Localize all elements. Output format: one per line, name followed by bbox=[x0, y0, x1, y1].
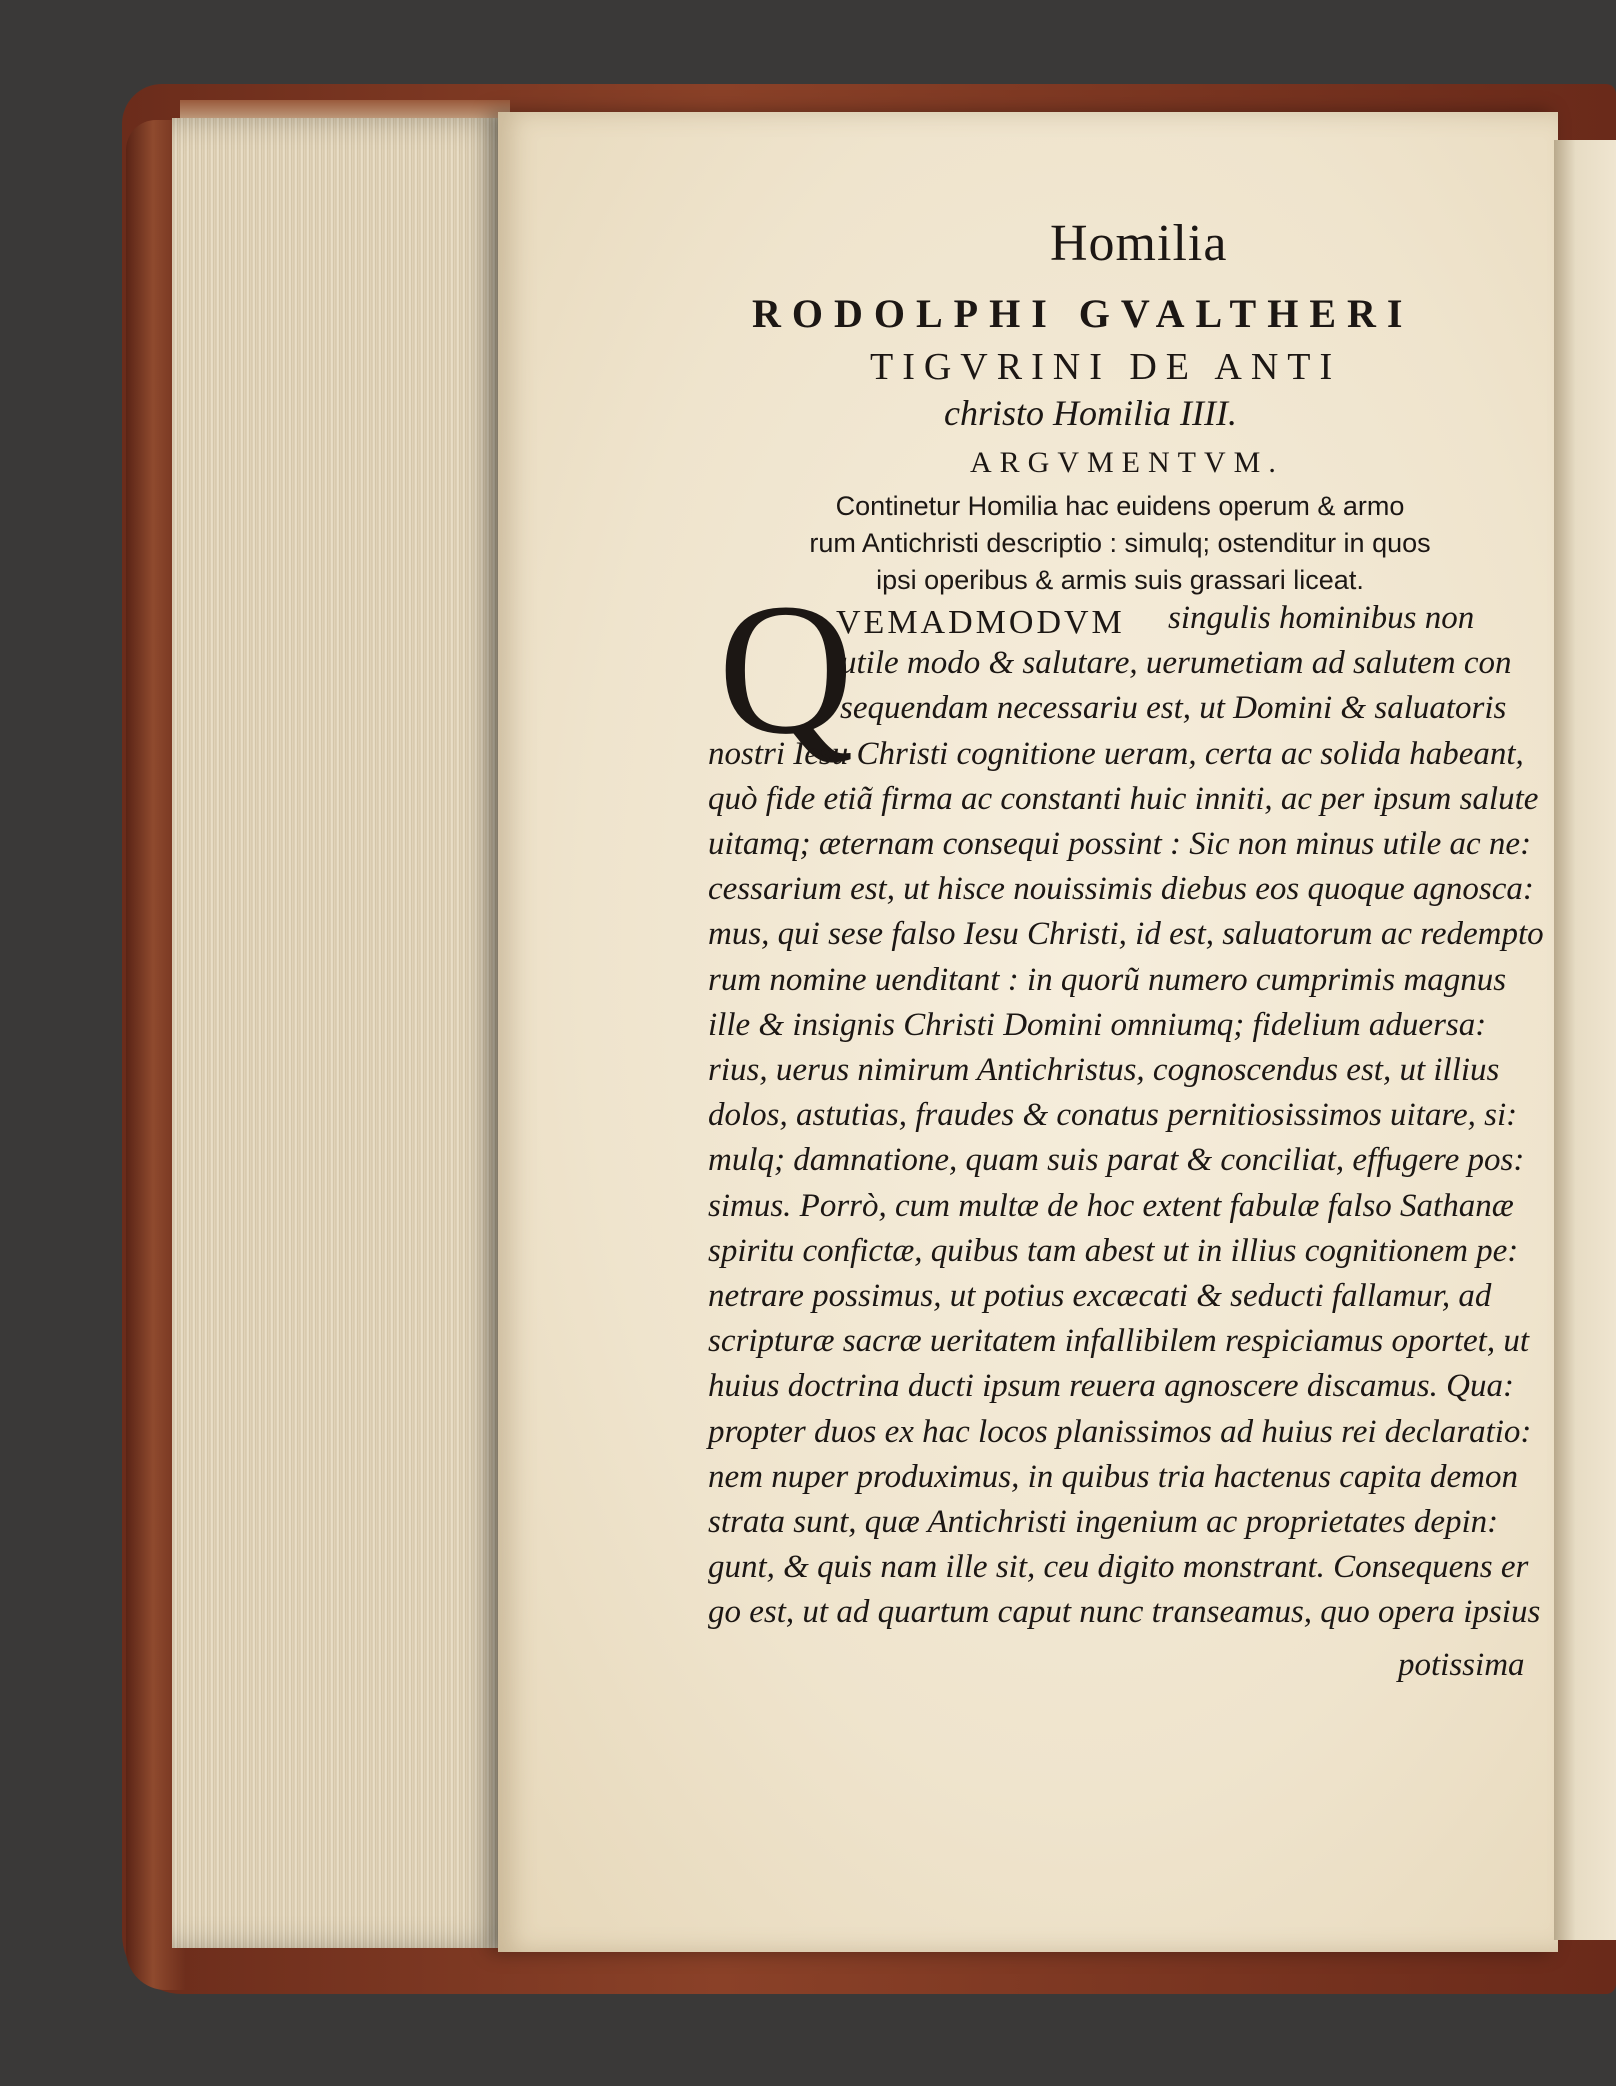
body-line: ille & insignis Christi Domini omniumq; fidelium aduersa: bbox=[708, 1006, 1487, 1043]
body-line: netrare possimus, ut potius excæcati & seducti fallamur, ad bbox=[708, 1278, 1492, 1315]
body-line: uitamq; æternam consequi possint : Sic non minus utile ac ne: bbox=[708, 826, 1532, 863]
body-line: singulis hominibus non bbox=[1168, 600, 1475, 636]
body-line: spiritu confictæ, quibus tam abest ut in illius cognitionem pe: bbox=[708, 1232, 1519, 1269]
body-line: scripturæ sacræ ueritatem infallibilem respiciamus oportet, ut bbox=[708, 1323, 1530, 1360]
body-line: simus. Porrò, cum multæ de hoc extent fabulæ falso Sathanæ bbox=[708, 1187, 1514, 1224]
body-line: propter duos ex hac locos planissimos ad huius rei declaratio: bbox=[708, 1413, 1532, 1450]
body-line: nem nuper produximus, in quibus tria hactenus capita demon bbox=[708, 1458, 1518, 1495]
running-head: Homilia bbox=[1050, 215, 1228, 272]
drop-cap: Q bbox=[718, 564, 854, 773]
argumentum-line: ipsi operibus & armis suis grassari liceat. bbox=[876, 565, 1364, 595]
title-line-3: christo Homilia IIII. bbox=[944, 393, 1237, 433]
argumentum-line: rum Antichristi descriptio : simulq; ostenditur in quos bbox=[809, 528, 1431, 558]
body-line: go est, ut ad quartum caput nunc transeamus, quo opera ipsius bbox=[708, 1594, 1541, 1631]
catchword: potissima bbox=[1398, 1647, 1525, 1683]
body-line: cessarium est, ut hisce nouissimis diebus eos quoque agnosca: bbox=[708, 871, 1534, 908]
opening-words: VEMADMODVM bbox=[836, 604, 1125, 641]
body-line: sequendam necessariu est, ut Domini & saluatoris bbox=[840, 690, 1507, 727]
argumentum-heading: ARGVMENTVM. bbox=[970, 446, 1284, 479]
body-line: gunt, & quis nam ille sit, ceu digito monstrant. Consequens er bbox=[708, 1549, 1529, 1586]
body-line: mulq; damnatione, quam suis parat & conciliat, effugere pos: bbox=[708, 1142, 1525, 1179]
title-line-2: TIGVRINI DE ANTI bbox=[870, 346, 1342, 388]
body-line: rum nomine uenditant : in quorũ numero cumprimis magnus bbox=[708, 961, 1507, 998]
body-line: mus, qui sese falso Iesu Christi, id est, saluatorum ac redempto bbox=[708, 916, 1544, 953]
argumentum-text bbox=[780, 488, 1460, 599]
body-line: nostri Iesu Christi cognitione ueram, certa ac solida habeant, bbox=[708, 735, 1524, 772]
body-line: strata sunt, quæ Antichristi ingenium ac proprietates depin: bbox=[708, 1504, 1499, 1541]
body-line: utile modo & salutare, uerumetiam ad salutem con bbox=[840, 645, 1512, 682]
body-line: quò fide etiã firma ac constanti huic inniti, ac per ipsum salute bbox=[708, 780, 1539, 817]
body-line: rius, uerus nimirum Antichristus, cognoscendus est, ut illius bbox=[708, 1052, 1500, 1089]
body-line: huius doctrina ducti ipsum reuera agnoscere discamus. Qua: bbox=[708, 1368, 1514, 1405]
title-line-1: RODOLPHI GVALTHERI bbox=[752, 291, 1414, 336]
argumentum-line: Continetur Homilia hac euidens operum & armo bbox=[835, 491, 1405, 521]
body-line: dolos, astutias, fraudes & conatus pernitiosissimos uitare, si: bbox=[708, 1097, 1518, 1134]
